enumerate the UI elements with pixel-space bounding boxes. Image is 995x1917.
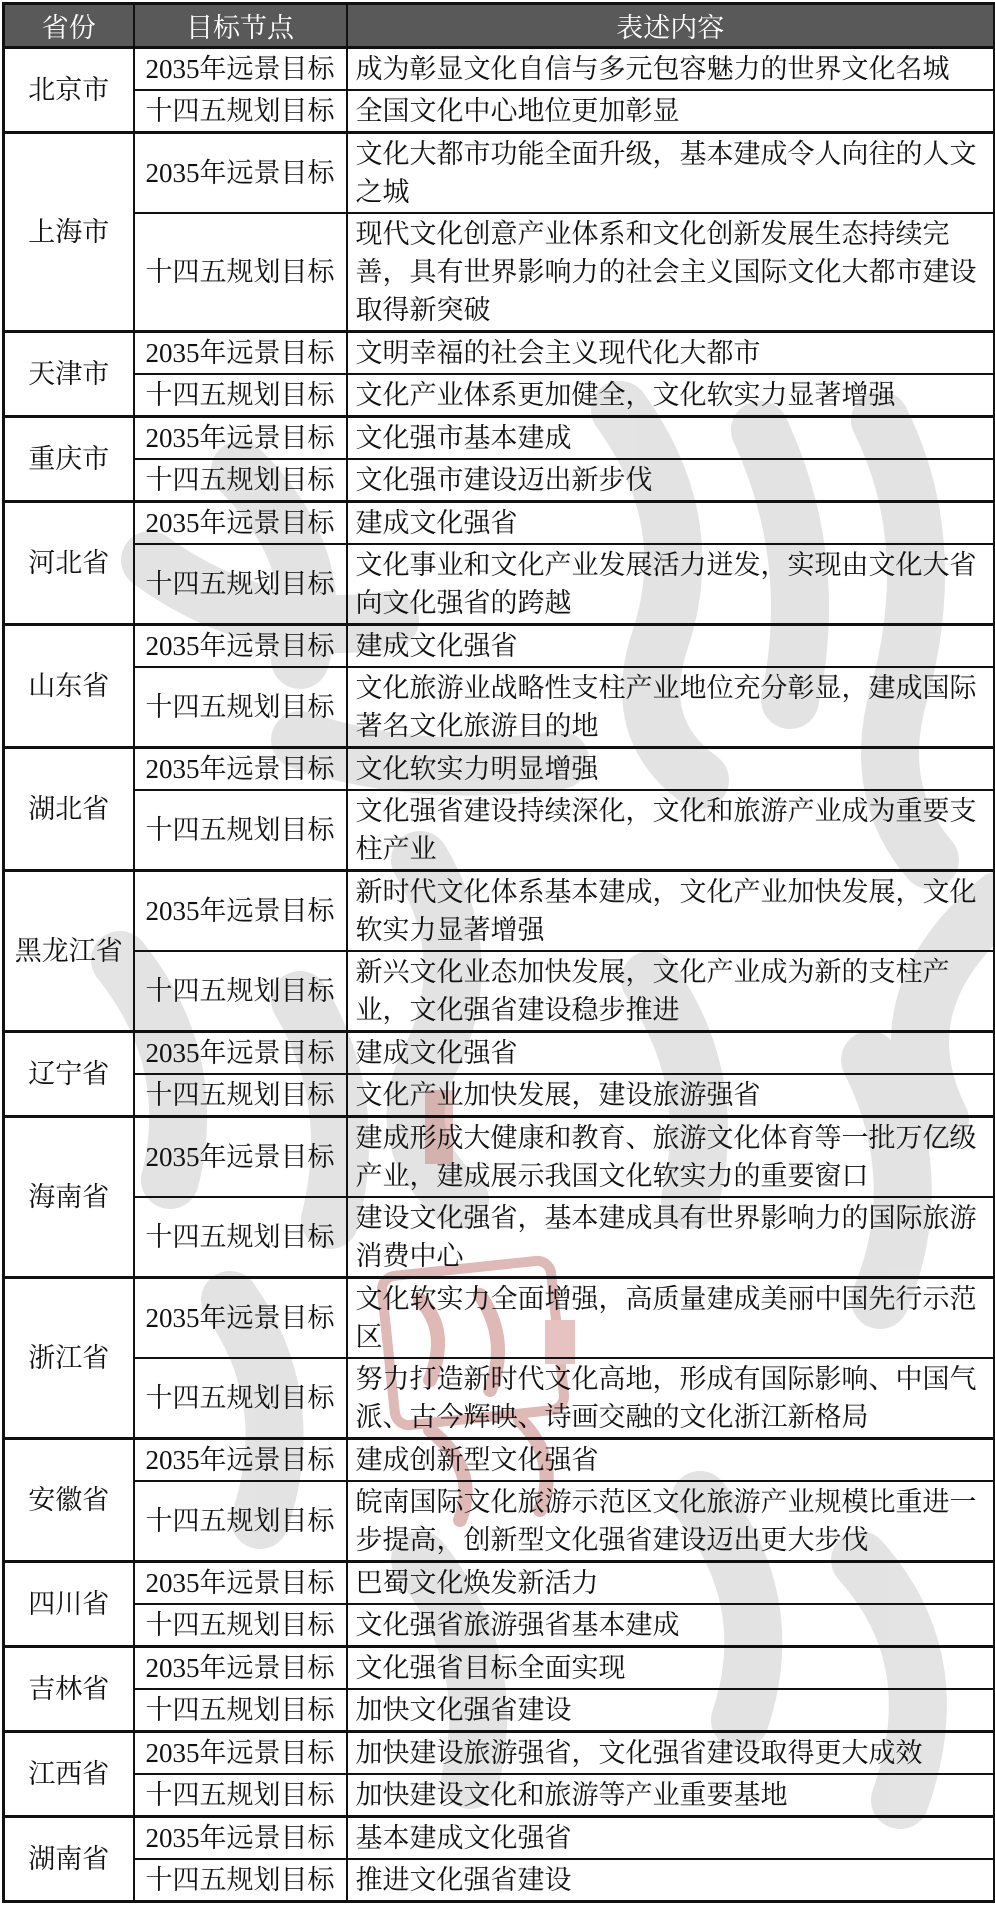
goal-content-cell: 文化产业加快发展，建设旅游强省 [347, 1074, 995, 1117]
goal-content-cell: 基本建成文化强省 [347, 1817, 995, 1860]
goal-node-cell: 2035年远景目标 [134, 1032, 347, 1075]
header-row [4, 4, 995, 48]
table-row [4, 1358, 995, 1439]
table-row [4, 1732, 995, 1775]
table-row [4, 213, 995, 332]
province-cell: 四川省 [4, 1562, 134, 1647]
table-row [4, 1689, 995, 1732]
goal-node-cell: 十四五规划目标 [134, 1358, 347, 1439]
table-row [4, 1604, 995, 1647]
goal-content-cell: 现代文化创意产业体系和文化创新发展生态持续完善，具有世界影响力的社会主义国际文化大都市建设取得新突破 [347, 213, 995, 332]
goal-content-cell: 加快文化强省建设 [347, 1689, 995, 1732]
goal-node-cell: 2035年远景目标 [134, 625, 347, 668]
goal-content-cell: 新兴文化业态加快发展，文化产业成为新的支柱产业，文化强省建设稳步推进 [347, 951, 995, 1032]
goal-node-cell: 十四五规划目标 [134, 1689, 347, 1732]
goal-node-cell: 十四五规划目标 [134, 951, 347, 1032]
table-row [4, 871, 995, 952]
goal-node-cell: 十四五规划目标 [134, 544, 347, 625]
goal-node-cell: 十四五规划目标 [134, 374, 347, 417]
table-row [4, 133, 995, 214]
province-cell: 浙江省 [4, 1278, 134, 1439]
province-cell: 安徽省 [4, 1439, 134, 1562]
goal-node-cell: 十四五规划目标 [134, 459, 347, 502]
goal-content-cell: 文化强省旅游强省基本建成 [347, 1604, 995, 1647]
table-row [4, 1197, 995, 1278]
province-cell: 湖南省 [4, 1817, 134, 1902]
goal-content-cell: 文化软实力明显增强 [347, 748, 995, 791]
goal-content-cell: 建成文化强省 [347, 502, 995, 545]
table-body [4, 48, 995, 1902]
goal-content-cell: 加快建设旅游强省，文化强省建设取得更大成效 [347, 1732, 995, 1775]
goal-content-cell: 建成形成大健康和教育、旅游文化体育等一批万亿级产业，建成展示我国文化软实力的重要窗口 [347, 1117, 995, 1198]
table-row [4, 1278, 995, 1359]
goal-node-cell: 2035年远景目标 [134, 871, 347, 952]
table-row [4, 374, 995, 417]
table-row [4, 1032, 995, 1075]
col-header-content: 表述内容 [347, 4, 995, 48]
table-row [4, 502, 995, 545]
goal-node-cell: 十四五规划目标 [134, 1197, 347, 1278]
goal-content-cell: 文化强省目标全面实现 [347, 1647, 995, 1690]
table-row [4, 459, 995, 502]
table-row [4, 1074, 995, 1117]
goal-content-cell: 文化强省建设持续深化，文化和旅游产业成为重要支柱产业 [347, 790, 995, 871]
table-row [4, 951, 995, 1032]
province-cell: 黑龙江省 [4, 871, 134, 1032]
goal-content-cell: 巴蜀文化焕发新活力 [347, 1562, 995, 1605]
goal-node-cell: 2035年远景目标 [134, 417, 347, 460]
goal-node-cell: 2035年远景目标 [134, 133, 347, 214]
goal-content-cell: 文化旅游业战略性支柱产业地位充分彰显，建成国际著名文化旅游目的地 [347, 667, 995, 748]
table-row [4, 1117, 995, 1198]
goal-content-cell: 文化强市建设迈出新步伐 [347, 459, 995, 502]
goal-content-cell: 加快建设文化和旅游等产业重要基地 [347, 1774, 995, 1817]
province-cell: 河北省 [4, 502, 134, 625]
goal-content-cell: 文化事业和文化产业发展活力迸发，实现由文化大省向文化强省的跨越 [347, 544, 995, 625]
col-header-node: 目标节点 [134, 4, 347, 48]
goal-node-cell: 2035年远景目标 [134, 1439, 347, 1482]
province-cell: 吉林省 [4, 1647, 134, 1732]
goal-node-cell: 2035年远景目标 [134, 1817, 347, 1860]
goal-node-cell: 2035年远景目标 [134, 1732, 347, 1775]
goal-content-cell: 建成文化强省 [347, 1032, 995, 1075]
table-row [4, 667, 995, 748]
goal-content-cell: 全国文化中心地位更加彰显 [347, 90, 995, 133]
goal-node-cell: 十四五规划目标 [134, 1074, 347, 1117]
table-row [4, 544, 995, 625]
goal-node-cell: 2035年远景目标 [134, 1278, 347, 1359]
province-cell: 辽宁省 [4, 1032, 134, 1117]
goal-content-cell: 文明幸福的社会主义现代化大都市 [347, 332, 995, 375]
province-goals-table [2, 2, 995, 1903]
table-row [4, 1647, 995, 1690]
province-cell: 重庆市 [4, 417, 134, 502]
goal-node-cell: 2035年远景目标 [134, 332, 347, 375]
province-cell: 湖北省 [4, 748, 134, 871]
table-row [4, 417, 995, 460]
province-cell: 山东省 [4, 625, 134, 748]
goal-content-cell: 成为彰显文化自信与多元包容魅力的世界文化名城 [347, 48, 995, 91]
goal-content-cell: 建成文化强省 [347, 625, 995, 668]
goal-node-cell: 十四五规划目标 [134, 1604, 347, 1647]
table-row [4, 1817, 995, 1860]
table-row [4, 1859, 995, 1902]
goal-node-cell: 2035年远景目标 [134, 502, 347, 545]
goal-content-cell: 文化软实力全面增强，高质量建成美丽中国先行示范区 [347, 1278, 995, 1359]
table-row [4, 90, 995, 133]
goal-content-cell: 新时代文化体系基本建成，文化产业加快发展，文化软实力显著增强 [347, 871, 995, 952]
goal-node-cell: 2035年远景目标 [134, 1562, 347, 1605]
table-row [4, 1439, 995, 1482]
province-cell: 天津市 [4, 332, 134, 417]
goal-content-cell: 皖南国际文化旅游示范区文化旅游产业规模比重进一步提高，创新型文化强省建设迈出更大步伐 [347, 1481, 995, 1562]
goal-node-cell: 十四五规划目标 [134, 90, 347, 133]
goal-content-cell: 文化大都市功能全面升级，基本建成令人向往的人文之城 [347, 133, 995, 214]
table-row [4, 1774, 995, 1817]
goal-node-cell: 十四五规划目标 [134, 1481, 347, 1562]
goal-node-cell: 十四五规划目标 [134, 667, 347, 748]
goal-content-cell: 文化强市基本建成 [347, 417, 995, 460]
goal-content-cell: 建成创新型文化强省 [347, 1439, 995, 1482]
table-row [4, 48, 995, 91]
goal-node-cell: 2035年远景目标 [134, 1117, 347, 1198]
province-cell: 海南省 [4, 1117, 134, 1278]
col-header-province: 省份 [4, 4, 134, 48]
goal-node-cell: 2035年远景目标 [134, 1647, 347, 1690]
province-cell: 江西省 [4, 1732, 134, 1817]
goal-node-cell: 十四五规划目标 [134, 1774, 347, 1817]
goal-node-cell: 2035年远景目标 [134, 48, 347, 91]
goal-node-cell: 2035年远景目标 [134, 748, 347, 791]
goal-content-cell: 推进文化强省建设 [347, 1859, 995, 1902]
table-row [4, 1562, 995, 1605]
goal-content-cell: 努力打造新时代文化高地，形成有国际影响、中国气派、古今辉映、诗画交融的文化浙江新格局 [347, 1358, 995, 1439]
goal-content-cell: 建设文化强省，基本建成具有世界影响力的国际旅游消费中心 [347, 1197, 995, 1278]
goal-node-cell: 十四五规划目标 [134, 1859, 347, 1902]
table-row [4, 790, 995, 871]
table-row [4, 1481, 995, 1562]
goal-content-cell: 文化产业体系更加健全，文化软实力显著增强 [347, 374, 995, 417]
goal-node-cell: 十四五规划目标 [134, 213, 347, 332]
province-cell: 上海市 [4, 133, 134, 332]
table-row [4, 625, 995, 668]
table-row [4, 332, 995, 375]
table-row [4, 748, 995, 791]
goal-node-cell: 十四五规划目标 [134, 790, 347, 871]
province-cell: 北京市 [4, 48, 134, 133]
